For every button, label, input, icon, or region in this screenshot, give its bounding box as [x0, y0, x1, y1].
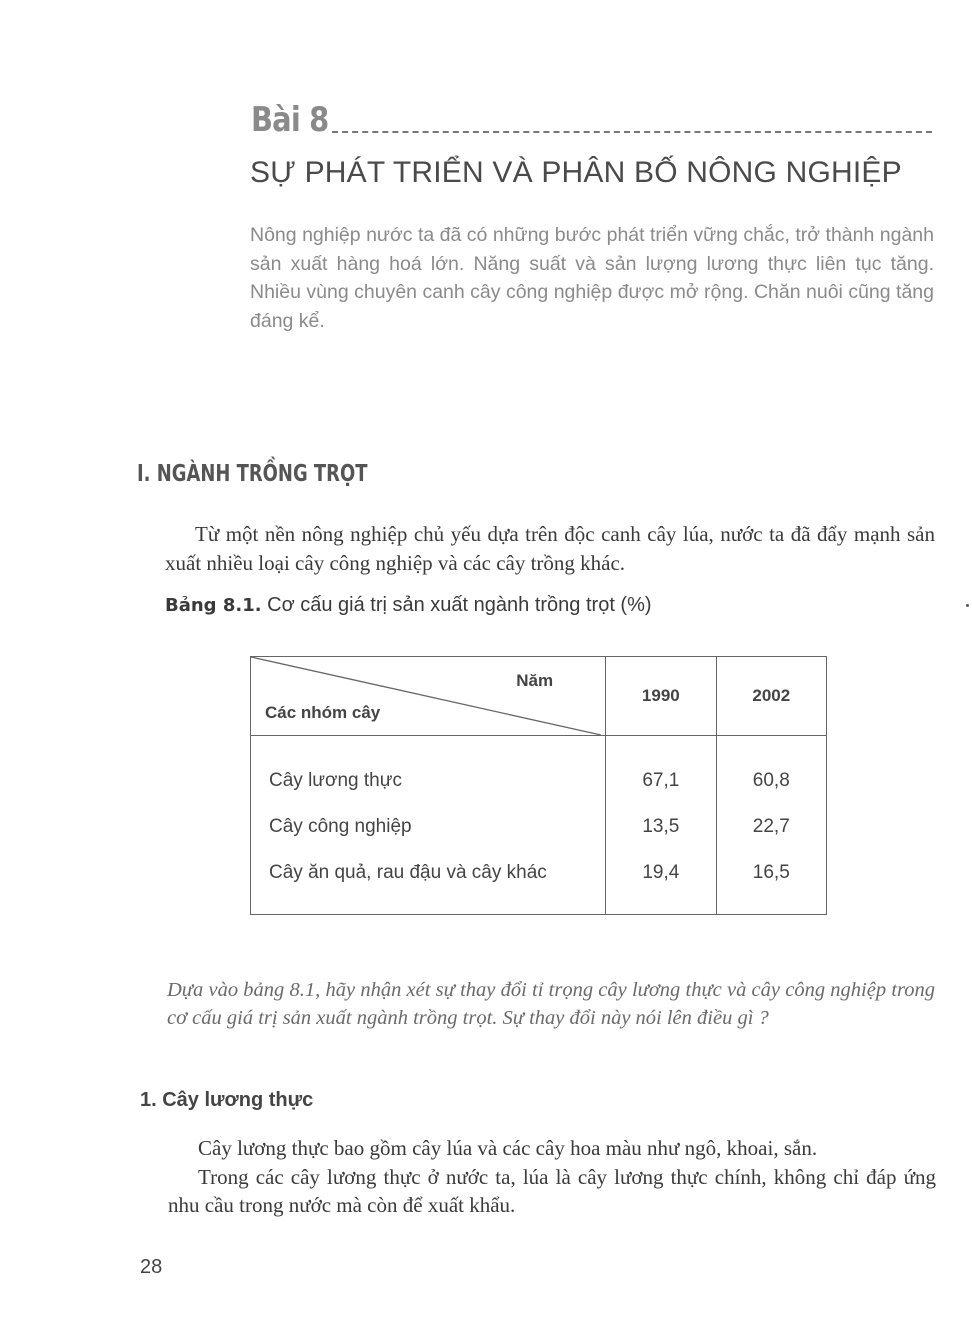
exercise-question: Dựa vào bảng 8.1, hãy nhận xét sự thay đổi tỉ trọng cây lương thực và cây công nghiệp trong cơ cấu giá trị sản xuất ngành trồng trọt. Sự thay đổi này nói lên điều gì ?	[167, 979, 935, 1029]
lesson-number: Bài 8	[251, 100, 329, 140]
table-caption	[165, 594, 652, 617]
row-value-2002: 22,7	[716, 804, 826, 850]
data-table	[250, 656, 827, 915]
diagonal-line	[251, 657, 601, 735]
row-value-1990: 67,1	[606, 736, 716, 805]
section-heading: I. NGÀNH TRỒNG TRỌT	[137, 461, 368, 487]
header-col-1990: 1990	[606, 657, 716, 736]
row-value-1990: 13,5	[606, 804, 716, 850]
subsection-paragraph: Cây lương thực bao gồm cây lúa và các cây hoa màu như ngô, khoai, sắn.	[198, 1136, 818, 1160]
row-value-2002: 16,5	[716, 850, 826, 915]
row-name: Cây công nghiệp	[251, 804, 606, 850]
table-caption-text: Cơ cấu giá trị sản xuất ngành trồng trọt (%)	[261, 594, 652, 616]
section-paragraph: Từ một nền nông nghiệp chủ yếu dựa trên độc canh cây lúa, nước ta đã đẩy mạnh sản xuất nhiều loại cây công nghiệp và các cây trồng khác.	[165, 522, 935, 575]
table-header-row	[251, 657, 827, 736]
row-name: Cây lương thực	[251, 736, 606, 805]
subsection-paragraph: Trong các cây lương thực ở nước ta, lúa là cây lương thực chính, không chỉ đáp ứng nhu cầu trong nước mà còn để xuất khẩu.	[168, 1164, 936, 1217]
lesson-rule	[332, 131, 932, 133]
subsection-body	[168, 1134, 936, 1220]
lesson-intro: Nông nghiệp nước ta đã có những bước phát triển vững chắc, trở thành ngành sản xuất hàng hoá lớn. Năng suất và sản lượng lương thực liên tục tăng. Nhiều vùng chuyên canh cây công nghiệp được mở rộng. Chăn nuôi cũng tăng đáng kể.	[250, 224, 934, 332]
scan-speck	[966, 604, 969, 607]
page-number: 28	[140, 1256, 163, 1278]
table-header-diagonal-cell	[251, 657, 606, 736]
table-row	[251, 850, 827, 915]
lesson-title: SỰ PHÁT TRIỂN VÀ PHÂN BỐ NÔNG NGHIỆP	[250, 156, 902, 189]
table-row	[251, 736, 827, 805]
header-year-label: Năm	[516, 671, 554, 690]
row-name: Cây ăn quả, rau đậu và cây khác	[251, 850, 606, 915]
header-group-label: Các nhóm cây	[265, 703, 381, 722]
subsection-heading: 1. Cây lương thực	[140, 1089, 314, 1111]
table-caption-label: Bảng 8.1.	[165, 595, 262, 616]
header-col-2002: 2002	[716, 657, 826, 736]
row-value-1990: 19,4	[606, 850, 716, 915]
row-value-2002: 60,8	[716, 736, 826, 805]
table-row	[251, 804, 827, 850]
